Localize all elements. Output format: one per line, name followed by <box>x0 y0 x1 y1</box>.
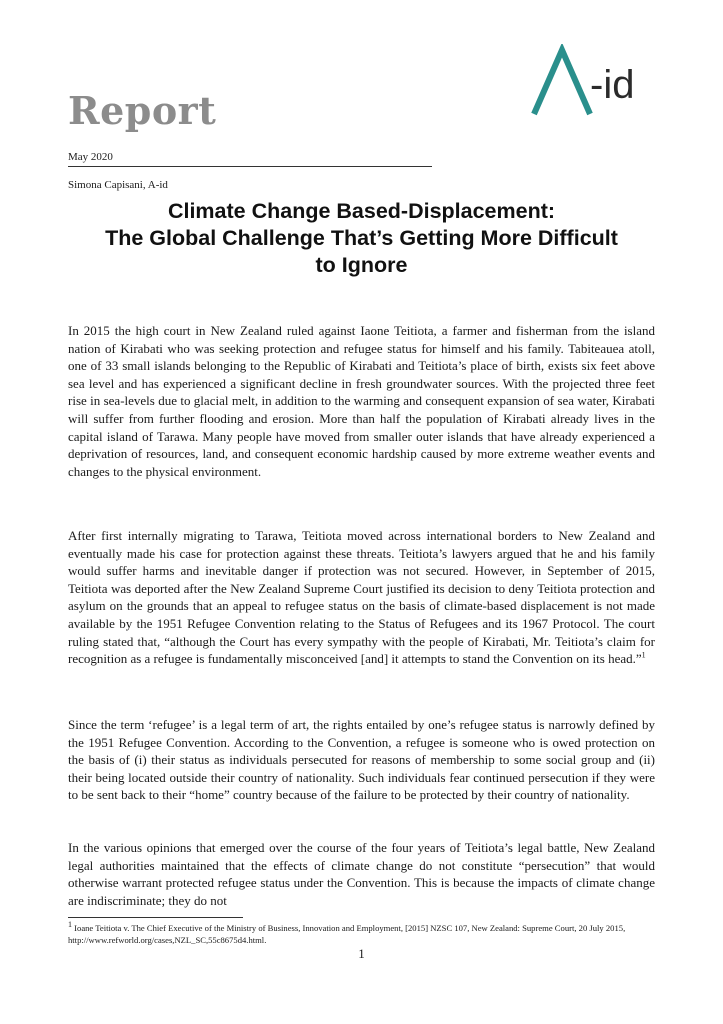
headline-line-1: Climate Change Based-Displacement: <box>167 199 556 223</box>
logo-a-shape <box>534 50 590 114</box>
paragraph-text: After first internally migrating to Tarawa, Teitiota moved across international borders to New Zealand and eventually made his case for protection against these threats. Teitiota’s lawyers argued that he and his family would suffer harms and inevitable danger if protection was not secured. However, in September of 2015, Teitiota was deported after the New Zealand Supreme Court justified its decision to deny Teitiota protection and asylum on the grounds that an appeal to refugee status on the basis of climate-based displacement is not made available by the 1951 Refugee Convention relating to the Status of Refugees and its 1967 Protocol. The court ruling stated that, “although the Court has every sympathy with the people of Kirabati, Mr. Teitiota’s claim for recognition as a refugee is fundamentally misconceived [and] it attempts to stand the Convention on its head.” <box>68 528 655 667</box>
body-paragraph: Since the term ‘refugee’ is a legal term of art, the rights entailed by one’s refugee status is narrowly defined by the 1951 Refugee Convention. According to the Convention, a refugee is someone who is owed protection on the basis of (i) their status as individuals persecuted for reasons of membership to some social group and (ii) their being located outside their country of nationality. Such individuals fear continued persecution if they were to be sent back to their “home” country because of the failure to be protected by their country of nationality. <box>68 717 655 803</box>
report-title: Report <box>68 88 217 133</box>
report-author: Simona Capisani, A-id <box>68 179 168 191</box>
headline-line-3: to Ignore <box>315 253 408 277</box>
report-headline <box>60 198 663 279</box>
date-divider <box>68 166 432 167</box>
headline-line-2: The Global Challenge That’s Getting More Difficult <box>105 226 618 250</box>
footnote <box>68 922 658 946</box>
logo-text: -id <box>590 63 635 107</box>
footnote-reference[interactable]: 1 <box>641 650 646 660</box>
body-paragraph: In the various opinions that emerged over the course of the four years of Teitiota’s legal battle, New Zealand legal authorities maintained that the effects of climate change do not constitute “persecution” that would otherwise warrant protected refugee status under the Convention. This is because the impacts of climate change are indiscriminate; they do not <box>68 840 655 908</box>
body-paragraph: In 2015 the high court in New Zealand ruled against Iaone Teitiota, a farmer and fisherman from the island nation of Kirabati who was seeking protection and refugee status for himself and his family. Tabiteauea atoll, one of 33 small islands belonging to the Republic of Kirabati and Teitiota’s place of birth, exists six feet above sea level and has experienced a significant decline in fresh groundwater sources. With the projected three feet rise in sea-levels due to glacial melt, in addition to the warming and consequent expansion of sea water, Kirabati will suffer from further flooding and erosion. More than half the population of Kirabati already lives in the capital island of Tarawa. Many people have moved from smaller outer islands that have already experienced a deprivation of resources, land, and consequent economic hardship caused by more extreme weather events and changes to the physical environment. <box>68 323 655 479</box>
report-date: May 2020 <box>68 151 113 163</box>
body-paragraph <box>68 527 655 668</box>
footnote-number: 1 <box>68 920 72 930</box>
footnote-divider <box>68 917 243 918</box>
a-id-logo <box>528 44 660 118</box>
footnote-text: Ioane Teitiota v. The Chief Executive of the Ministry of Business, Innovation and Employment, [2015] NZSC 107, New Zealand: Supreme Court, 20 July 2015, http://www.refworld.org/cases,NZL_SC,55c8675d4.html. <box>68 923 626 945</box>
page-number: 1 <box>358 946 365 961</box>
